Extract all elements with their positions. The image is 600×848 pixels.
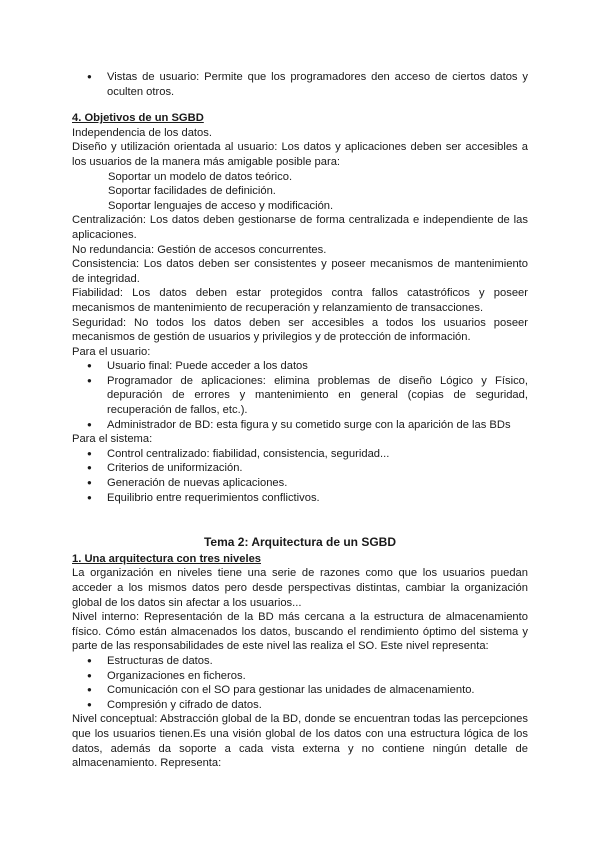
paragraph: Nivel interno: Representación de la BD más cercana a la estructura de almacenamiento físico. Cómo están almacenados los datos, buscando el rendimiento óptimo del sistema y parte de las responsabilidades de este nivel las realiza el SO. Este nivel representa: — [72, 611, 528, 653]
list-item: ● Usuario final: Puede acceder a los datos — [72, 359, 528, 374]
paragraph: Nivel conceptual: Abstracción global de la BD, donde se encuentran todas las percepciones que los usuarios tienen.Es una visión global de los datos con una estructura lógica de los datos, además da soporte a cada vista externa y no contiene ningún detalle de almacenamiento. Representa: — [72, 713, 528, 770]
list-item: ● Vistas de usuario: Permite que los programadores den acceso de ciertos datos y oculten otros. — [72, 70, 528, 99]
section-heading: 4. Objetivos de un SGBD — [72, 112, 204, 125]
list-item: ● Control centralizado: fiabilidad, consistencia, seguridad... — [72, 447, 528, 462]
list-item: ● Organizaciones en ficheros. — [72, 669, 528, 684]
paragraph: Centralización: Los datos deben gestionarse de forma centralizada e independiente de las aplicaciones. — [72, 214, 528, 241]
list-item: ● Generación de nuevas aplicaciones. — [72, 476, 528, 491]
list-item: ● Administrador de BD: esta figura y su cometido surge con la aparición de las BDs — [72, 418, 528, 433]
list-item: ● Criterios de uniformización. — [72, 461, 528, 476]
list-item: ● Comunicación con el SO para gestionar las unidades de almacenamiento. — [72, 683, 528, 698]
paragraph: Seguridad: No todos los datos deben ser accesibles a todos los usuarios poseer mecanismos de gestión de usuarios y privilegios y de protección de información. — [72, 316, 528, 344]
paragraph: Diseño y utilización orientada al usuario: Los datos y aplicaciones deben ser accesibles a los usuarios de la manera más amigable posible para: — [72, 141, 528, 168]
list-item: ● Estructuras de datos. — [72, 654, 528, 669]
paragraph: La organización en niveles tiene una serie de razones como que los usuarios puedan acceder a los mismos datos pero desde perspectivas distintas, cambiar la organización global de los datos sin afectar a los usuarios... — [72, 567, 528, 609]
paragraph: No redundancia: Gestión de accesos concurrentes. — [72, 243, 327, 256]
indented-item: Soportar facilidades de definición. — [108, 185, 276, 198]
chapter-title: Tema 2: Arquitectura de un SGBD — [203, 535, 397, 550]
paragraph: Para el sistema: — [72, 433, 153, 446]
list-item: ● Equilibrio entre requerimientos conflictivos. — [72, 491, 528, 506]
indented-item: Soportar un modelo de datos teórico. — [108, 170, 293, 183]
indented-item: Soportar lenguajes de acceso y modificación. — [108, 199, 334, 212]
paragraph: Para el usuario: — [72, 345, 151, 358]
paragraph: Independencia de los datos. — [72, 126, 212, 139]
list-item: ● Compresión y cifrado de datos. — [72, 698, 528, 713]
paragraph: Consistencia: Los datos deben ser consistentes y poseer mecanismos de mantenimiento de integridad. — [72, 258, 528, 285]
section-heading: 1. Una arquitectura con tres niveles — [72, 552, 262, 565]
paragraph: Fiabilidad: Los datos deben estar protegidos contra fallos catastróficos y poseer mecanismos de mantenimiento de recuperación y relanzamiento de transacciones. — [72, 287, 528, 314]
list-item: ● Programador de aplicaciones: elimina problemas de diseño Lógico y Físico, depuración de errores y mantenimiento en general (copias de seguridad, recuperación de fallos, etc.). — [72, 374, 528, 418]
